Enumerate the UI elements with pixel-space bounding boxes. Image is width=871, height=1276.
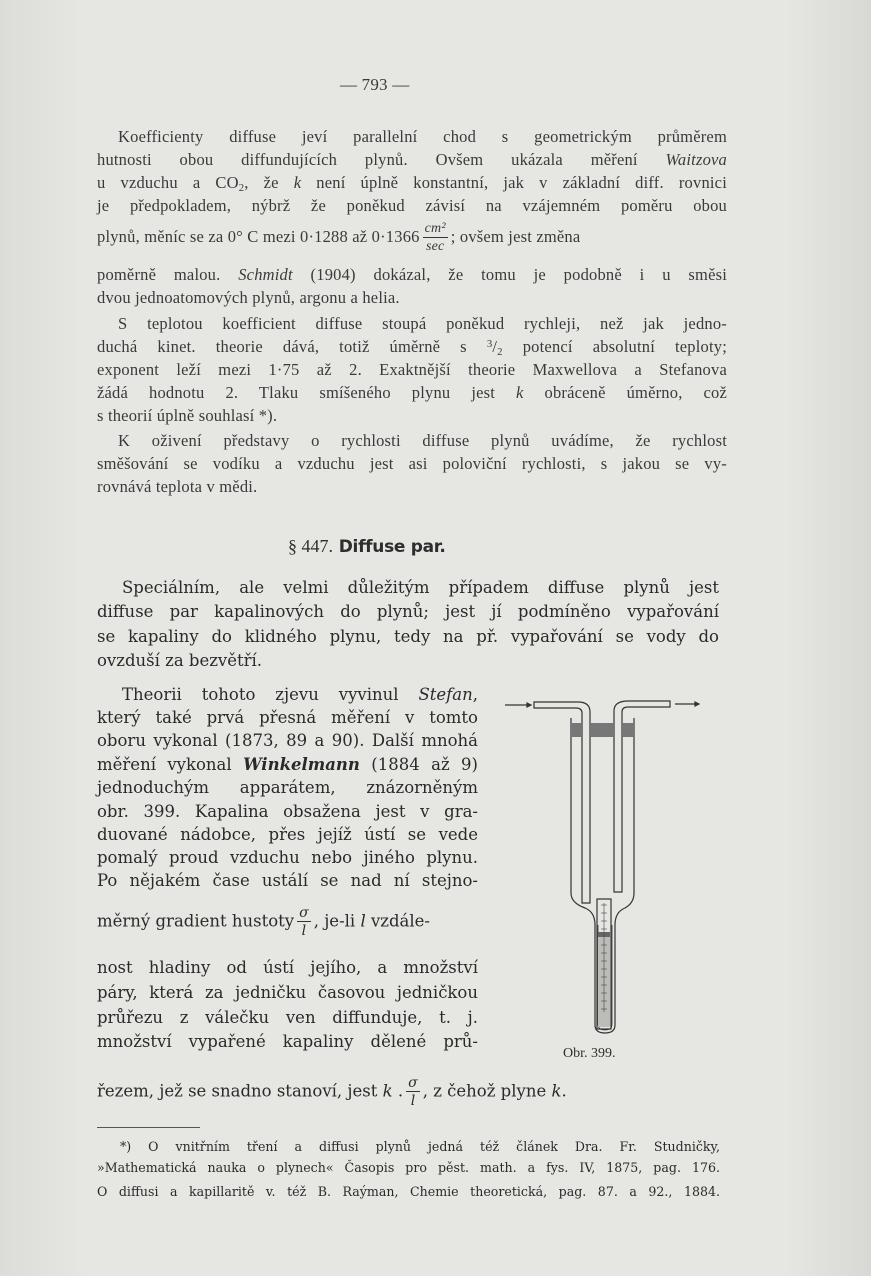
text: žádá hodnotu 2. Tlaku smíšeného plynu jest: [97, 383, 516, 402]
denominator: l: [410, 1093, 416, 1110]
author-name: Schmidt: [238, 265, 293, 284]
text-line: jednoduchým apparátem, znázorněným: [97, 778, 478, 797]
text: /: [492, 337, 498, 356]
text-line: obr. 399. Kapalina obsažena jest v gra-: [97, 802, 478, 821]
fraction-sigma-over-l: [297, 906, 311, 938]
text: , že: [244, 173, 294, 192]
text-line: [97, 222, 727, 254]
author-name: Waitzova: [665, 150, 727, 169]
text: (1884 až 9): [359, 755, 478, 774]
denominator: sec: [425, 239, 445, 255]
footnote-line: O diffusi a kapillaritě v. též B. Raýman, Chemie theoretická, pag. 87. a 92., 1884.: [97, 1184, 720, 1199]
text: potencí absolutní teploty;: [502, 337, 727, 356]
author-name: Winkelmann: [243, 755, 360, 774]
text-line: [97, 172, 727, 194]
text-line: K oživení představy o rychlosti diffuse plynů uvádíme, že rychlost: [118, 431, 727, 450]
text-line: exponent leží mezi 1·75 až 2. Exaktnější theorie Maxwellova a Stefanova: [97, 360, 727, 379]
text-line: Po nějakém čase ustálí se nad ní stejno-: [97, 871, 478, 890]
text: není úplně konstantní, jak v základní diff. rovnici: [301, 173, 727, 192]
stopper: [622, 723, 633, 737]
text-line: Speciálním, ale velmi důležitým případem diffuse plynů jest: [122, 578, 719, 597]
figure-caption: Obr. 399.: [563, 1046, 616, 1061]
diffusion-apparatus-figure: [500, 690, 710, 1040]
text: (1904) dokázal, že tomu je podobně i u směsi: [292, 265, 728, 284]
text: ,: [472, 685, 478, 704]
text-line: s theorií úplně souhlasí *).: [97, 406, 278, 425]
text: plynů, měníc se za 0° C mezi 0·1288 až 0·1366: [97, 226, 420, 246]
arrowhead: [695, 702, 699, 706]
footnote-line: »Mathematická nauka o plynech« Časopis pro pěst. math. a fys. IV, 1875, pag. 176.: [97, 1160, 720, 1175]
section-heading: [288, 536, 446, 557]
page-number: — 793 —: [340, 75, 410, 94]
text-line: [97, 753, 478, 777]
subscript: 2: [497, 346, 503, 359]
text-line: diffuse par kapalinových do plynů; jest jí podmíněno vypařování: [97, 602, 719, 621]
symbol-l: l: [360, 911, 366, 931]
text-line: směšování se vodíku a vzduchu jest asi poloviční rychlosti, s jakou se vy-: [97, 454, 727, 473]
arrowhead: [527, 703, 531, 707]
text-line: [97, 906, 478, 938]
symbol-k: k: [382, 1081, 393, 1101]
numerator: cm²: [423, 222, 448, 238]
text-line: rovnává teplota v mědi.: [97, 477, 258, 496]
text-line: Koefficienty diffuse jeví parallelní chod s geometrickým průměrem: [118, 127, 727, 146]
text: hutnosti obou diffundujících plynů. Ovšem ukázala měření: [97, 150, 666, 169]
footnote-line: *) O vnitřním tření a diffusi plynů jedná též článek Dra. Fr. Studničky,: [120, 1139, 720, 1154]
stopper: [572, 723, 582, 737]
text: ; ovšem jest změna: [450, 226, 581, 246]
text: měrný gradient hustoty: [97, 911, 295, 931]
symbol-k: k: [551, 1081, 562, 1101]
symbol-k: k: [293, 173, 302, 192]
text-line: [97, 382, 727, 404]
section-title: Diffuse par.: [338, 537, 446, 557]
superscript: 3: [486, 337, 493, 350]
text: .: [561, 1081, 567, 1101]
text: Theorii tohoto zjevu vyvinul: [122, 685, 419, 704]
text-line: [97, 1076, 567, 1108]
fraction-sigma-over-l: [406, 1076, 420, 1108]
text: poměrně malou.: [97, 265, 239, 284]
text-line: dvou jednoatomových plynů, argonu a helia.: [97, 288, 400, 307]
text: řezem, jež se snadno stanoví, jest: [97, 1081, 383, 1101]
author-name: Stefan: [418, 685, 473, 704]
stopper: [590, 723, 614, 737]
text-line: S teplotou koefficient diffuse stoupá poněkud rychleji, než jak jedno-: [118, 314, 727, 333]
text-line: průřezu z válečku ven diffunduje, t. j.: [97, 1008, 478, 1027]
footnote-divider: [97, 1127, 200, 1128]
text-line: páry, která za jedničku časovou jedničkou: [97, 983, 478, 1002]
text-line: [97, 264, 727, 286]
text-line: který také prvá přesná měření v tomto: [97, 708, 478, 727]
text: vzdále-: [365, 911, 431, 931]
text: , je-li: [313, 911, 361, 931]
text-line: nost hladiny od ústí jejího, a množství: [97, 958, 478, 977]
numerator: σ: [299, 905, 309, 921]
text: .: [392, 1081, 404, 1101]
text-line: množství vypařené kapaliny dělené prů-: [97, 1032, 478, 1051]
text: , z čehož plyne: [422, 1081, 552, 1101]
denominator: l: [301, 923, 307, 940]
text-line: je předpokladem, nýbrž že poněkud závisí na vzájemném poměru obou: [97, 196, 727, 215]
text-line: oboru vykonal (1873, 89 a 90). Další mnohá: [97, 731, 478, 750]
text-line: [97, 149, 727, 171]
text: měření vykonal: [97, 755, 244, 774]
text-line: [97, 336, 727, 358]
text-line: [122, 683, 478, 707]
fraction-cm2-sec: [423, 222, 448, 254]
text-line: se kapaliny do klidného plynu, tedy na př. vypařování se vody do: [97, 627, 719, 646]
numerator: σ: [408, 1075, 418, 1091]
text-line: ovzduší za bezvětří.: [97, 651, 263, 670]
text-line: duované nádobce, přes jejíž ústí se vede: [97, 825, 478, 844]
symbol-k: k: [516, 383, 524, 402]
section-number: § 447.: [288, 536, 333, 556]
text-line: pomalý proud vzduchu nebo jiného plynu.: [97, 848, 478, 867]
text: obráceně úměrno, což: [523, 383, 727, 402]
text: duchá kinet. theorie dává, totiž úměrně s: [97, 337, 487, 356]
text: u vzduchu a CO: [97, 173, 239, 192]
subscript: 2: [238, 182, 245, 195]
